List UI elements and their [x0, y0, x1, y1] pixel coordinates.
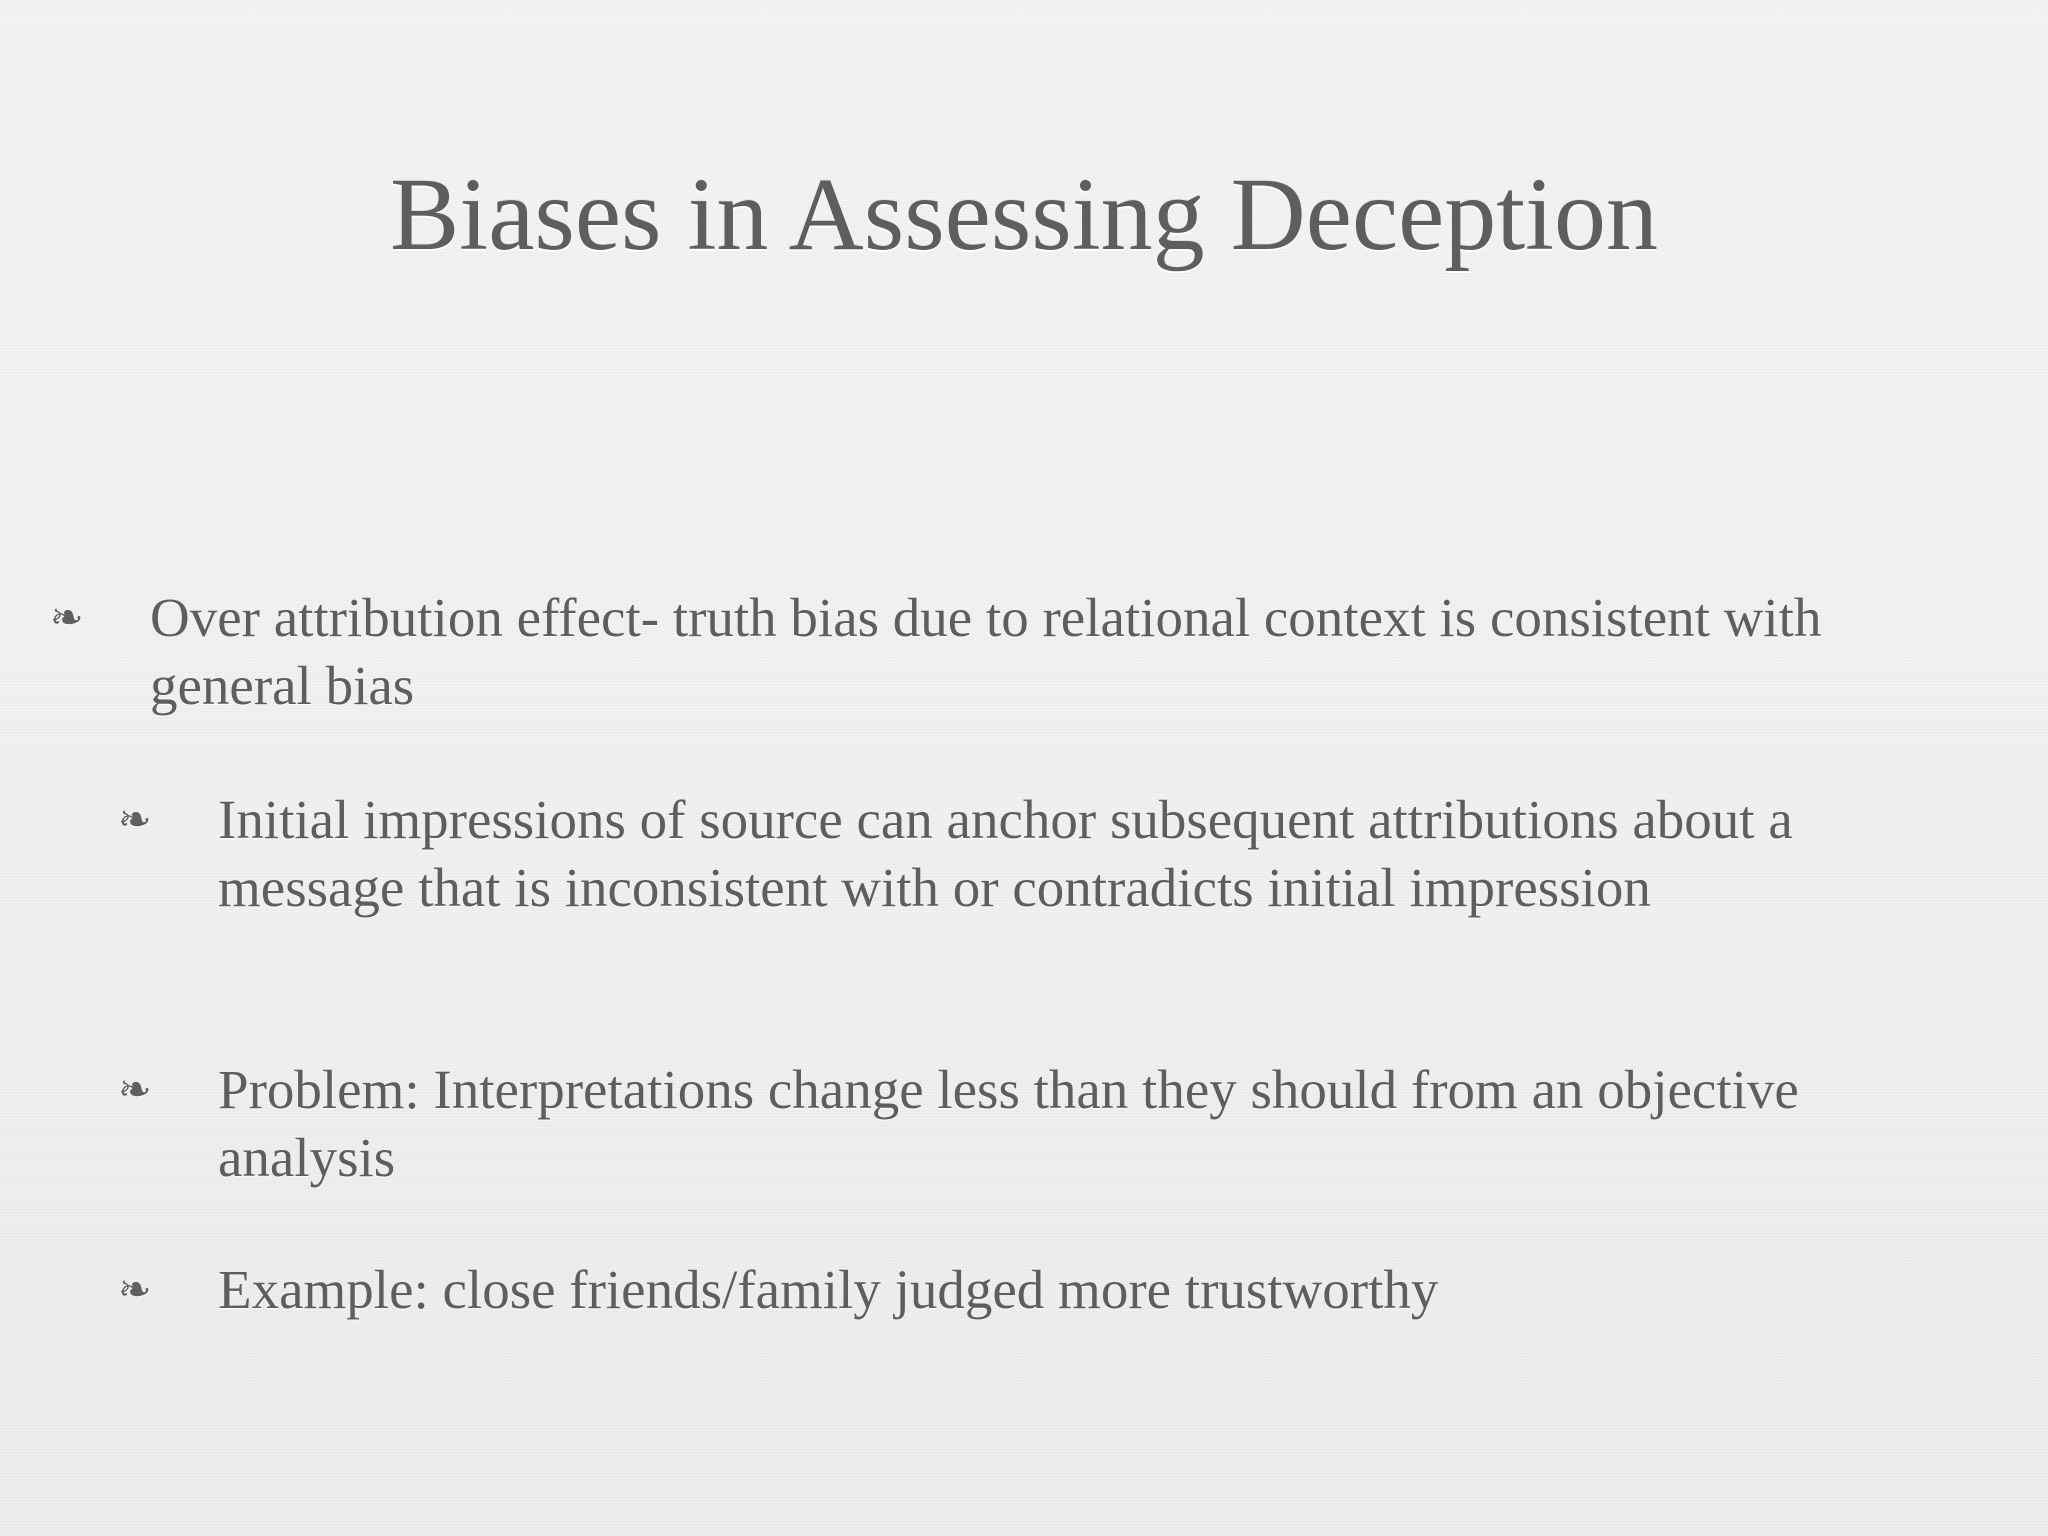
bullet-item-2: [118, 786, 1918, 922]
bullet-text: Over attribution effect- truth bias due to relational context is consistent with general bias: [150, 587, 1822, 716]
bullet-text: Initial impressions of source can anchor subsequent attributions about a message that is inconsistent with or contradicts initial impression: [218, 789, 1793, 918]
bullet-item-3: [118, 1056, 1918, 1192]
floral-bullet-icon: ❧: [118, 1267, 152, 1312]
floral-bullet-icon: ❧: [118, 797, 152, 842]
floral-bullet-icon: ❧: [50, 595, 84, 640]
floral-bullet-icon: ❧: [118, 1067, 152, 1112]
bullet-text: Problem: Interpretations change less than they should from an objective analysis: [218, 1059, 1799, 1188]
bullet-item-1: [50, 584, 1970, 720]
bullet-text: Example: close friends/family judged more trustworthy: [218, 1259, 1439, 1320]
bullet-item-4: [118, 1256, 1918, 1324]
slide-title: Biases in Assessing Deception: [389, 157, 1659, 272]
